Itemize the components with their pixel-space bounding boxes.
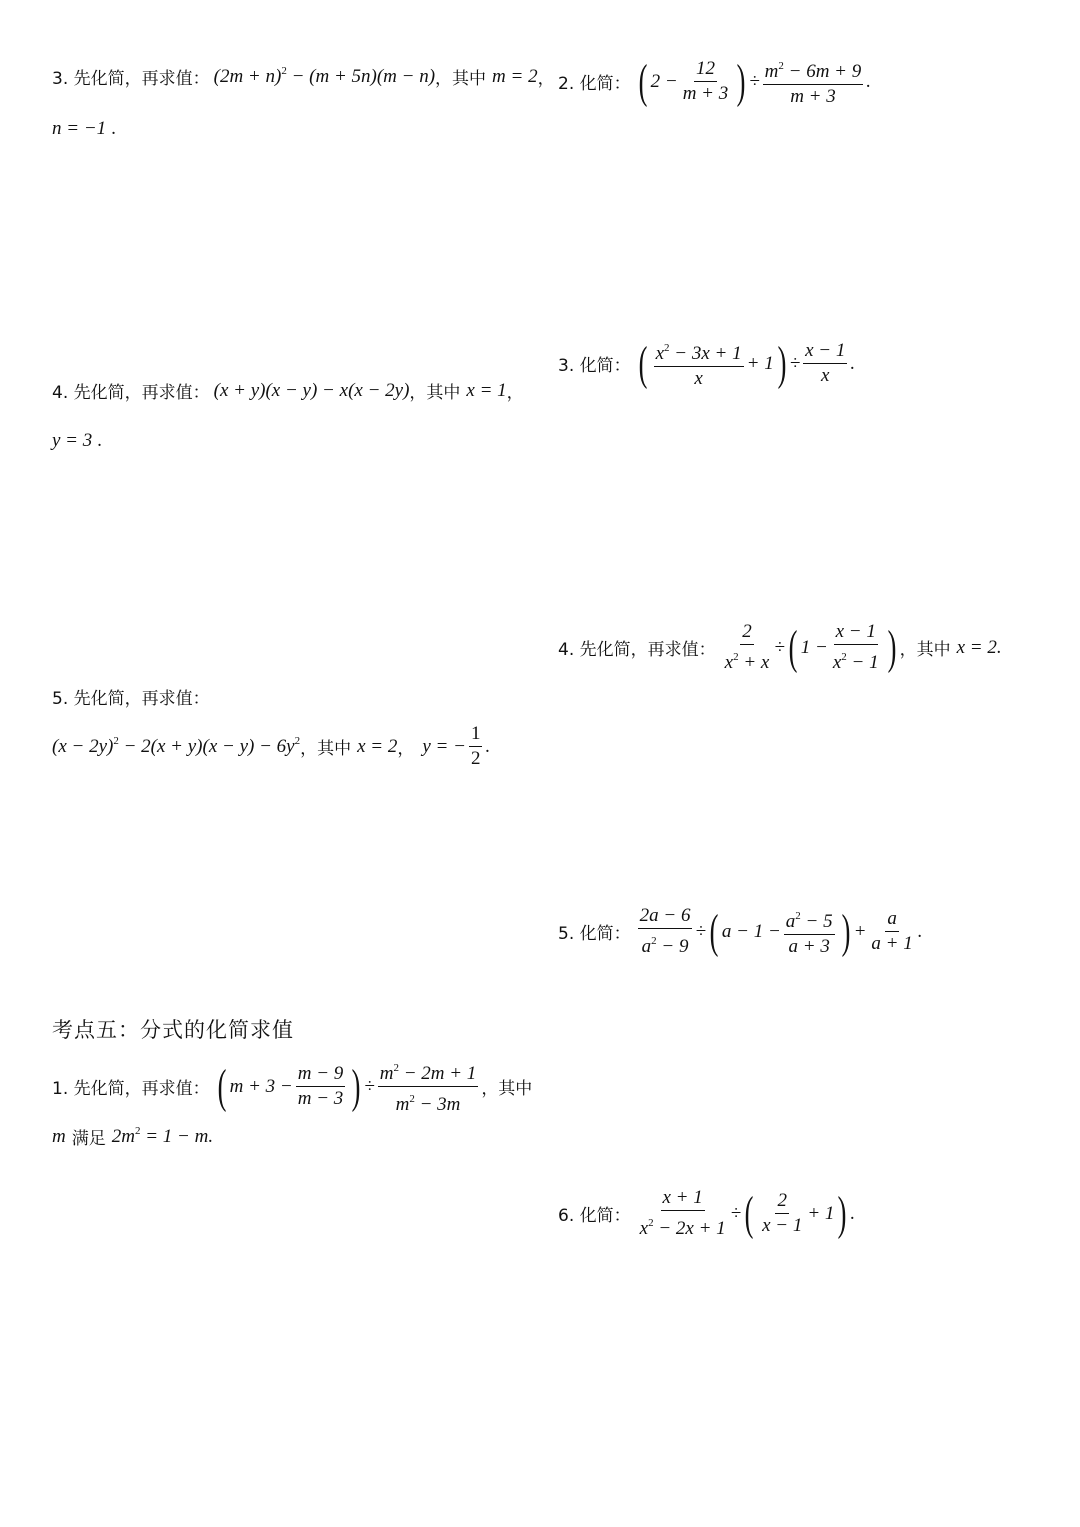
question-label: 6. 化简：	[558, 1206, 631, 1226]
left-question-5	[52, 684, 214, 709]
right-question-4	[558, 620, 1002, 675]
right-question-6	[558, 1186, 855, 1241]
expression: $2m^2 = 1 - m$	[111, 1125, 209, 1147]
period: .	[485, 735, 491, 757]
question-label: 5. 化简：	[558, 924, 631, 944]
period: .	[850, 352, 856, 374]
question-label: 2. 化简：	[558, 74, 631, 94]
left-question-5-expr	[52, 722, 490, 771]
expression: $(x - 2y)^2 - 2(x + y)(x - y) - 6y^2$	[52, 735, 301, 757]
left-question-4	[52, 378, 524, 403]
condition-text: ，其中	[435, 69, 487, 89]
left-question-4-cont	[52, 430, 102, 452]
condition-text: ，其中	[899, 640, 951, 660]
comma: ，	[506, 383, 524, 403]
period: .	[866, 70, 872, 92]
period: .	[208, 1125, 214, 1147]
condition-value: y = 3	[52, 430, 93, 451]
expression: $(2m + n)^2 - (m + 5n)(m - n)$	[213, 65, 436, 87]
variable: m	[52, 1125, 66, 1147]
condition-value: n = −1	[52, 118, 107, 139]
section-title	[52, 1014, 294, 1044]
expression: ( m + 3 − $\frac{m - 9}{m - 3}$ ) ÷ $\frac{m^2 - 2m + 1}{m^2 - 3m}$	[214, 1056, 482, 1117]
question-label: 4. 先化简，再求值：	[558, 640, 716, 660]
expression: ( $\frac{x^2 - 3x + 1}{x}$ + 1 ) ÷ $\frac{x - 1}{x}$	[638, 336, 846, 390]
condition-value: m = 2	[492, 65, 538, 87]
condition-value: x = 1	[466, 379, 507, 401]
expression: $\frac{2}{x^2 + x}$ ÷ ( 1 − $\frac{x - 1}{x^2 - 1}$ )	[724, 620, 896, 674]
period: .	[996, 636, 1002, 658]
section-question-1-cont	[52, 1124, 213, 1149]
right-question-5	[558, 904, 923, 959]
condition-text: ，其中	[409, 383, 461, 403]
right-question-3	[558, 336, 855, 391]
expression: $\frac{2a - 6}{a^2 - 9}$ ÷ ( a − 1 − $\frac{a^2 - 5}{a + 3}$ ) + $\frac{a}{a + 1}$	[639, 904, 913, 958]
period: .	[111, 118, 117, 139]
question-label: 3. 化简：	[558, 356, 631, 376]
expression: ( 2 − $\frac{12}{m + 3}$ ) ÷ $\frac{m^2 - 6m + 9}{m + 3}$	[638, 54, 862, 108]
period: .	[97, 430, 103, 451]
question-label: 4. 先化简，再求值：	[52, 383, 210, 403]
expression: $\frac{x + 1}{x^2 - 2x + 1}$ ÷ ( $\frac{2}{x - 1}$ + 1 )	[639, 1186, 847, 1240]
left-question-3-cont	[52, 118, 116, 140]
left-question-3	[52, 64, 555, 89]
condition-value: y = −	[422, 735, 466, 757]
expression: (x + y)(x − y) − x(x − 2y)	[213, 379, 410, 401]
condition-value: x = 2	[357, 735, 398, 757]
fraction: $\frac{1}{2}$	[470, 723, 481, 769]
right-question-2	[558, 54, 871, 109]
condition-value: x = 2	[956, 636, 997, 658]
comma: ，	[397, 739, 415, 759]
question-label: 3. 先化简，再求值：	[52, 69, 210, 89]
condition-text: ，其中	[481, 1079, 533, 1099]
period: .	[850, 1202, 856, 1224]
condition-text: 满足	[71, 1129, 106, 1149]
section-title-text: 考点五：分式的化简求值	[52, 1018, 294, 1042]
condition-text: ，其中	[300, 739, 352, 759]
comma: ，	[537, 69, 555, 89]
question-label: 5. 先化简，再求值：	[52, 689, 210, 709]
question-label: 1. 先化简，再求值：	[52, 1079, 210, 1099]
section-question-1	[52, 1056, 532, 1117]
period: .	[917, 920, 923, 942]
